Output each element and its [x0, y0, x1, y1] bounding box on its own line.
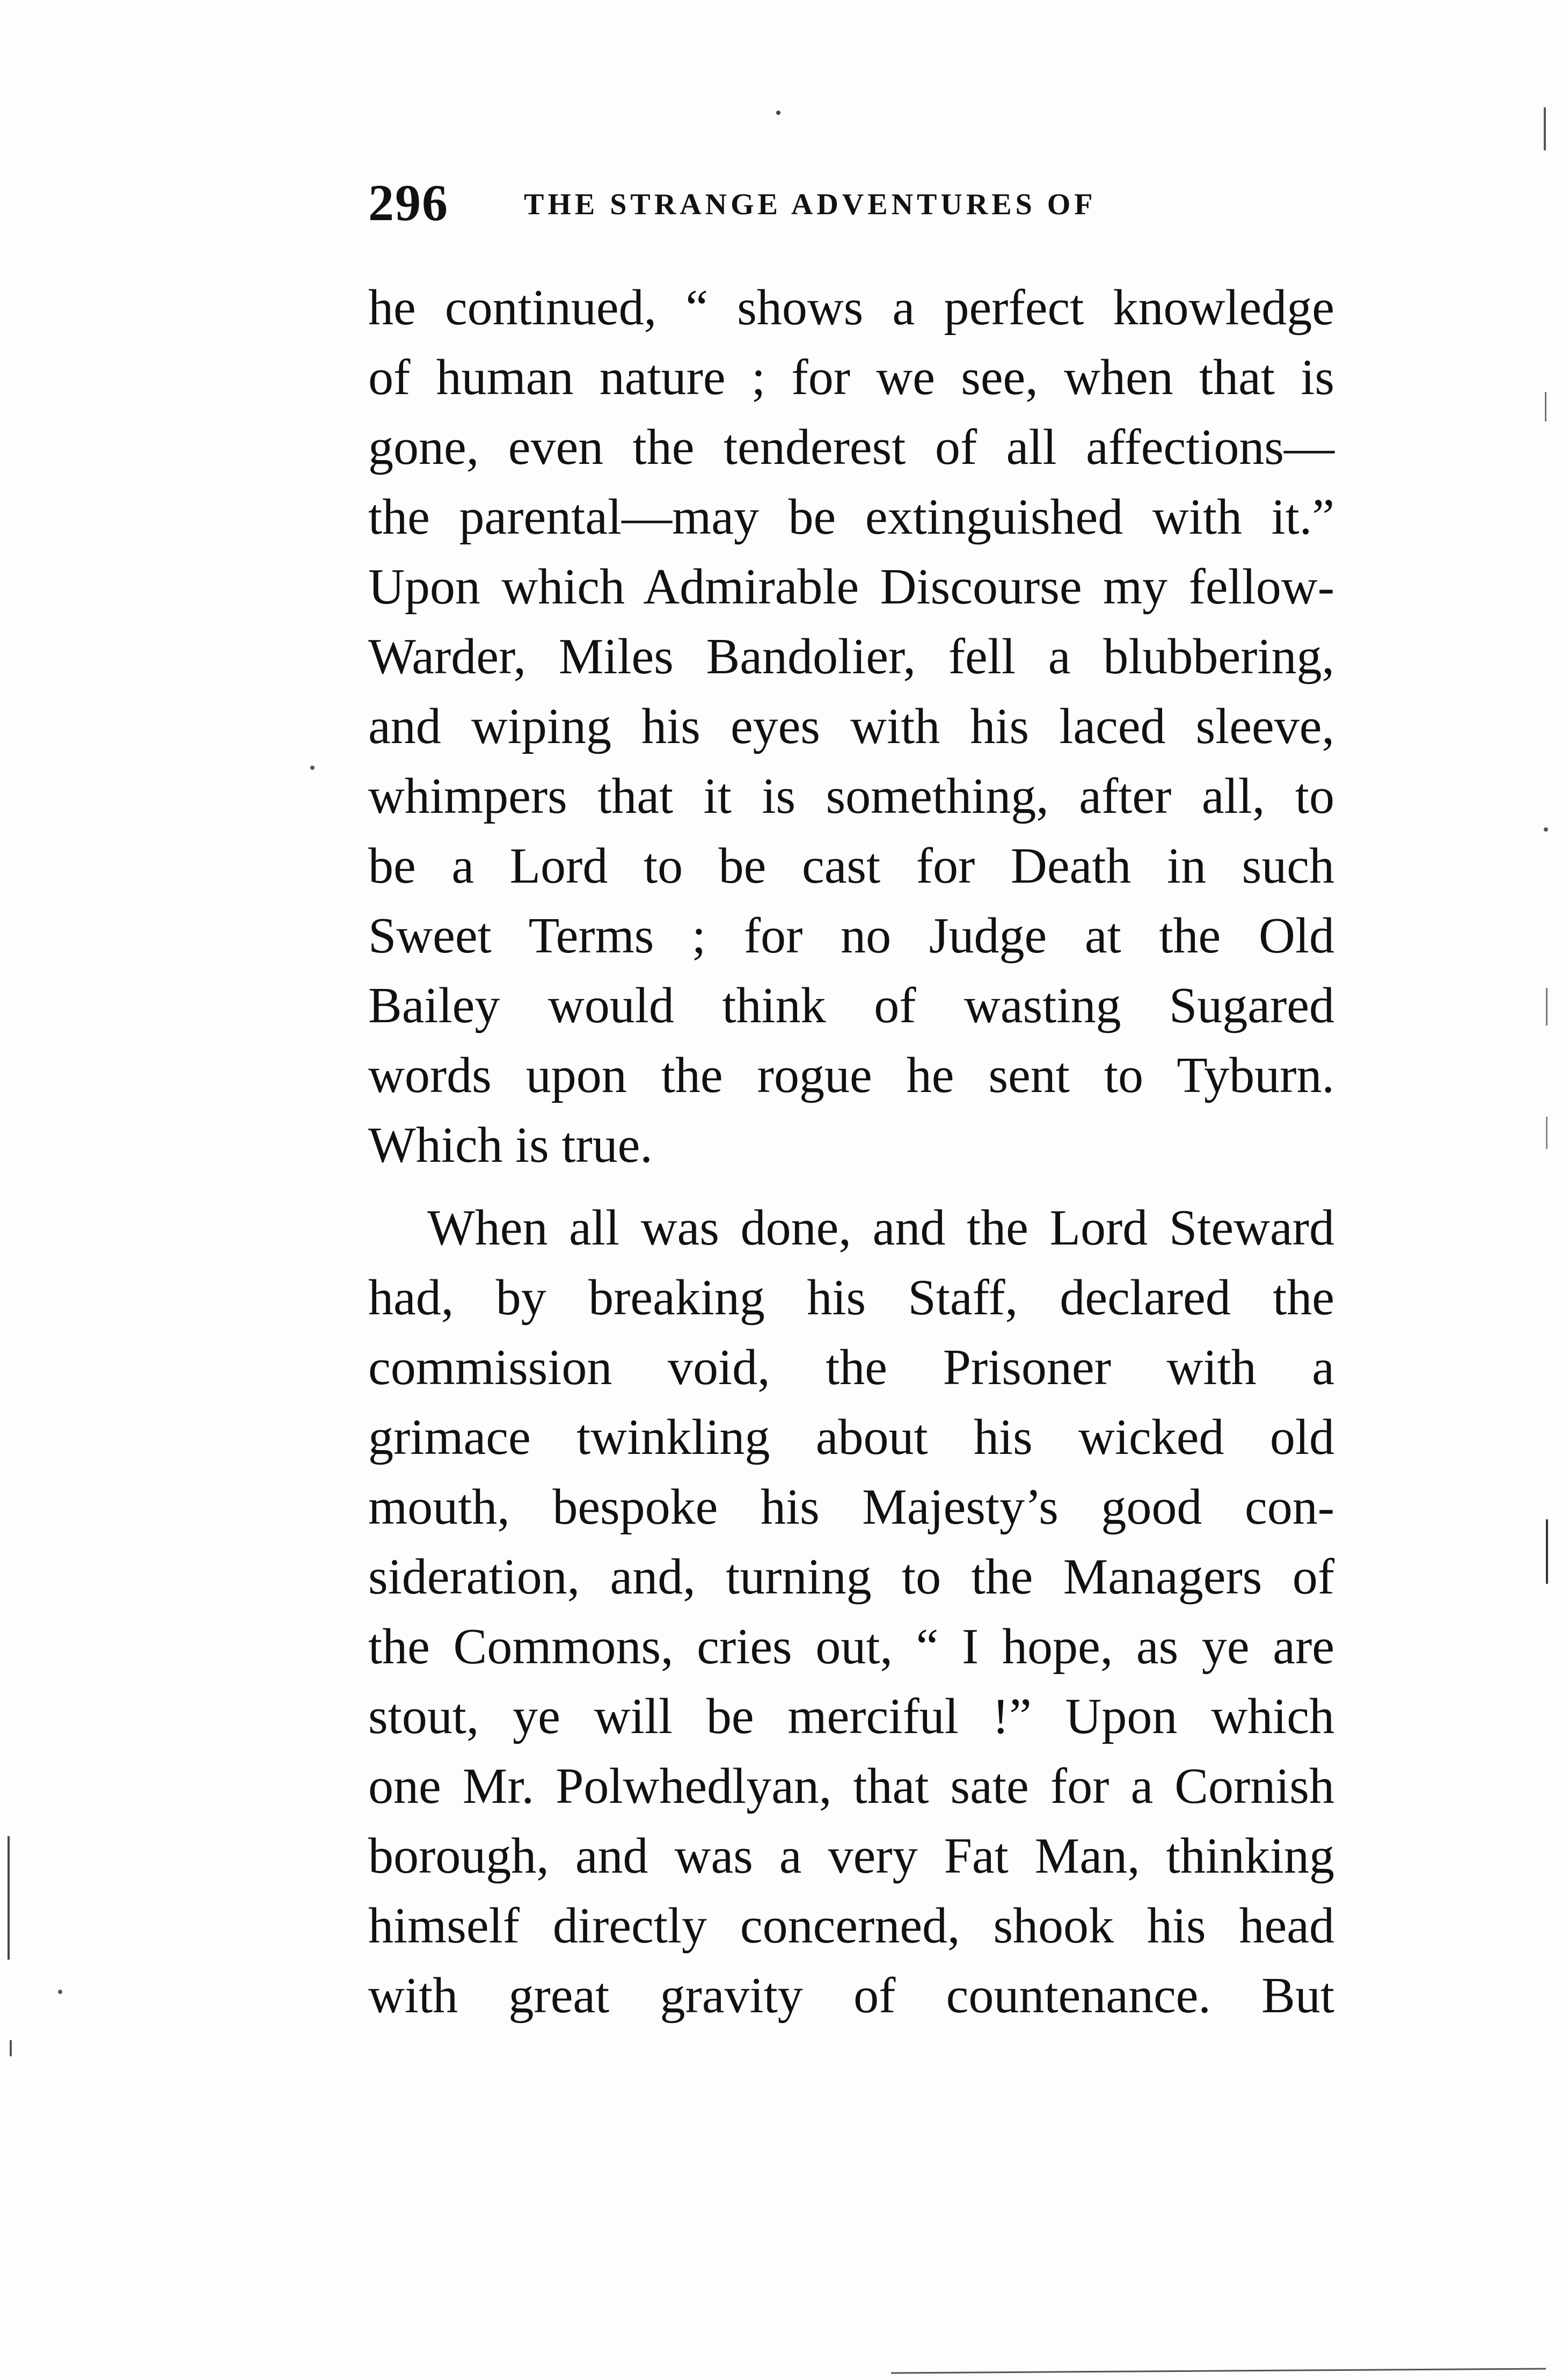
text-line: Bailey would think of wasting Sugared: [368, 978, 1334, 1033]
paragraph-1: [368, 273, 1334, 1180]
margin-mark: [1546, 1117, 1548, 1149]
text-line: borough, and was a very Fat Man, thinking: [368, 1828, 1334, 1884]
text-line: commission void, the Prisoner with a: [368, 1340, 1334, 1395]
text-line: gone, even the tenderest of all affections—: [368, 419, 1334, 475]
text-line: whimpers that it is something, after all, to: [368, 768, 1334, 824]
text-line: with great gravity of countenance. But: [368, 1968, 1334, 2024]
margin-mark: [10, 2040, 12, 2056]
running-title: THE STRANGE ADVENTURES OF: [524, 188, 1097, 221]
text-line: the Commons, cries out, “ I hope, as ye are: [368, 1619, 1334, 1675]
page-number: 296: [368, 174, 449, 231]
text-line: stout, ye will be merciful !” Upon which: [368, 1688, 1334, 1744]
text-line: one Mr. Polwhedlyan, that sate for a Cornish: [368, 1758, 1334, 1814]
text-line: had, by breaking his Staff, declared the: [368, 1270, 1334, 1326]
body-text: [368, 273, 1334, 2030]
margin-mark: [1546, 1519, 1548, 1584]
margin-mark: [1545, 392, 1546, 421]
text-line: When all was done, and the Lord Steward: [427, 1200, 1334, 1256]
text-line: Upon which Admirable Discourse my fellow-: [368, 559, 1334, 615]
speck: [776, 111, 780, 115]
speck: [310, 766, 315, 770]
margin-mark: [8, 1836, 10, 1960]
margin-mark: [1546, 988, 1548, 1025]
text-line: mouth, bespoke his Majesty’s good con-: [368, 1479, 1334, 1535]
text-line: of human nature ; for we see, when that is: [368, 350, 1334, 405]
text-line: grimace twinkling about his wicked old: [368, 1409, 1334, 1465]
paragraph-spacer: [368, 1180, 1334, 1193]
text-line: Warder, Miles Bandolier, fell a blubbering,: [368, 629, 1334, 685]
text-line: be a Lord to be cast for Death in such: [368, 838, 1334, 894]
margin-mark: [1544, 107, 1546, 150]
page-header: [368, 171, 1334, 235]
text-line: words upon the rogue he sent to Tyburn.: [368, 1047, 1334, 1103]
text-line: Which is true.: [368, 1117, 653, 1173]
speck: [58, 1990, 62, 1994]
text-line: he continued, “ shows a perfect knowledge: [368, 280, 1334, 336]
speck: [1544, 827, 1548, 832]
text-line: himself directly concerned, shook his head: [368, 1898, 1334, 1954]
text-line: sideration, and, turning to the Managers of: [368, 1549, 1334, 1605]
paragraph-2: [368, 1193, 1334, 2030]
text-line: and wiping his eyes with his laced sleeve,: [368, 698, 1334, 754]
text-line: Sweet Terms ; for no Judge at the Old: [368, 908, 1334, 964]
text-line: the parental—may be extinguished with it.”: [368, 489, 1334, 545]
bottom-edge-line: [891, 2369, 1546, 2373]
